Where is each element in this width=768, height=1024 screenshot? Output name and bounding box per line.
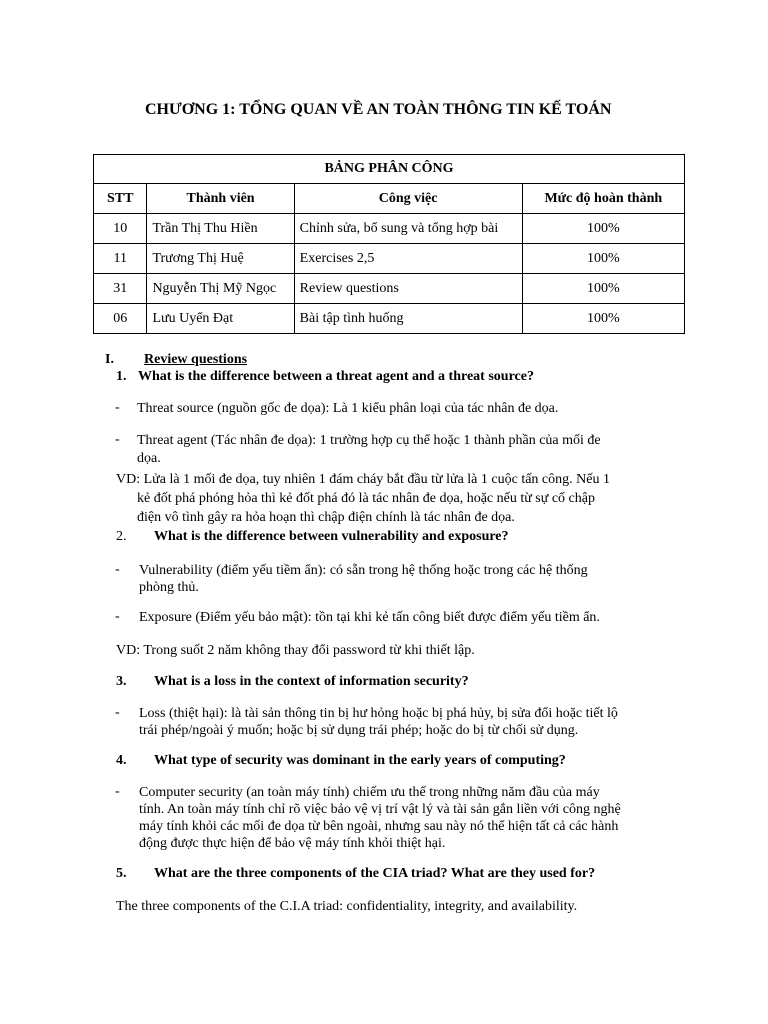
bullet-dash: -: [115, 400, 120, 415]
bullet-dash: -: [115, 432, 120, 447]
header-task: Công việc: [294, 184, 522, 214]
question-text: What is the difference between vulnerability and exposure?: [154, 529, 509, 544]
bullet-dash: -: [115, 609, 120, 624]
question-text: What is the difference between a threat agent and a threat source?: [138, 369, 534, 384]
cell-stt: 11: [94, 244, 147, 274]
question-number: 1.: [116, 369, 127, 384]
bullet-dash: -: [115, 562, 120, 577]
cell-task: Bài tập tình huống: [294, 304, 522, 334]
question-number: 3.: [116, 674, 127, 689]
example-text: điện vô tình gây ra hỏa hoạn thì chập điện chính là tác nhân đe dọa.: [137, 510, 515, 525]
cell-task: Chỉnh sửa, bổ sung và tổng hợp bài: [294, 214, 522, 244]
section-title: Review questions: [144, 352, 248, 367]
answer-text: Exposure (Điểm yếu bảo mật): tồn tại khi kẻ tấn công biết được điểm yếu tiềm ẩn.: [139, 610, 600, 625]
cell-task: Review questions: [294, 274, 522, 304]
chapter-title: CHƯƠNG 1: TỔNG QUAN VỀ AN TOÀN THÔNG TIN KẾ TOÁN: [145, 101, 612, 118]
header-completion: Mức độ hoàn thành: [522, 184, 684, 214]
answer-text: máy tính khỏi các mối đe dọa từ bên ngoài, nhưng sau này nó thể hiện tất cả các hành: [139, 819, 619, 834]
answer-text: động được thực hiện để bảo vệ máy tính khỏi thiệt hại.: [139, 836, 446, 851]
cell-completion: 100%: [522, 244, 684, 274]
answer-text: Threat agent (Tác nhân đe dọa): 1 trường hợp cụ thể hoặc 1 thành phần của mối đe: [137, 433, 601, 448]
answer-text: The three components of the C.I.A triad: confidentiality, integrity, and availability.: [116, 899, 578, 914]
cell-completion: 100%: [522, 274, 684, 304]
question-text: What are the three components of the CIA triad? What are they used for?: [154, 866, 596, 881]
cell-completion: 100%: [522, 304, 684, 334]
answer-text: Vulnerability (điểm yếu tiềm ẩn): có sẵn trong hệ thống hoặc trong các hệ thống: [139, 563, 588, 578]
answer-text: phòng thủ.: [139, 580, 199, 595]
cell-stt: 31: [94, 274, 147, 304]
cell-task: Exercises 2,5: [294, 244, 522, 274]
cell-stt: 06: [94, 304, 147, 334]
cell-member: Lưu Uyển Đạt: [147, 304, 294, 334]
bullet-dash: -: [115, 784, 120, 799]
question-number: 4.: [116, 753, 127, 768]
cell-member: Nguyễn Thị Mỹ Ngọc: [147, 274, 294, 304]
answer-text: Computer security (an toàn máy tính) chiếm ưu thế trong những năm đầu của máy: [139, 785, 600, 800]
question-text: What is a loss in the context of information security?: [154, 674, 469, 689]
answer-text: trái phép/ngoài ý muốn; hoặc bị sử dụng trái phép; hoặc do bị từ chối sử dụng.: [139, 723, 579, 738]
table-row: [94, 244, 685, 274]
table-row: [94, 214, 685, 244]
cell-completion: 100%: [522, 214, 684, 244]
header-stt: STT: [94, 184, 147, 214]
example-text: VD: Lửa là 1 mối đe dọa, tuy nhiên 1 đám cháy bắt đầu từ lửa là 1 cuộc tấn công. Nếu 1: [116, 472, 610, 487]
answer-text: Threat source (nguồn gốc đe dọa): Là 1 kiểu phân loại của tác nhân đe dọa.: [137, 401, 559, 416]
cell-stt: 10: [94, 214, 147, 244]
bullet-dash: -: [115, 705, 120, 720]
section-number: I.: [105, 352, 114, 367]
table-row: [94, 304, 685, 334]
header-member: Thành viên: [147, 184, 294, 214]
table-caption: BẢNG PHÂN CÔNG: [94, 155, 685, 184]
table-header-row: [94, 184, 685, 214]
assignment-table: [93, 154, 685, 334]
example-text: kẻ đốt phá phóng hỏa thì kẻ đốt phá đó là tác nhân đe dọa, hoặc nếu từ sự cố chập: [137, 491, 595, 506]
table-row: [94, 274, 685, 304]
question-text: What type of security was dominant in the early years of computing?: [154, 753, 566, 768]
question-number: 2.: [116, 529, 127, 544]
example-text: VD: Trong suốt 2 năm không thay đổi password từ khi thiết lập.: [116, 643, 475, 658]
answer-text: dọa.: [137, 451, 161, 466]
answer-text: Loss (thiệt hại): là tài sản thông tin bị hư hỏng hoặc bị phá hủy, bị sửa đổi hoặc tiết lộ: [139, 706, 618, 721]
cell-member: Trần Thị Thu Hiền: [147, 214, 294, 244]
cell-member: Trương Thị Huệ: [147, 244, 294, 274]
answer-text: tính. An toàn máy tính chỉ rõ việc bảo vệ vị trí vật lý và tài sản gắn liền với công nghệ: [139, 802, 621, 817]
question-number: 5.: [116, 866, 127, 881]
